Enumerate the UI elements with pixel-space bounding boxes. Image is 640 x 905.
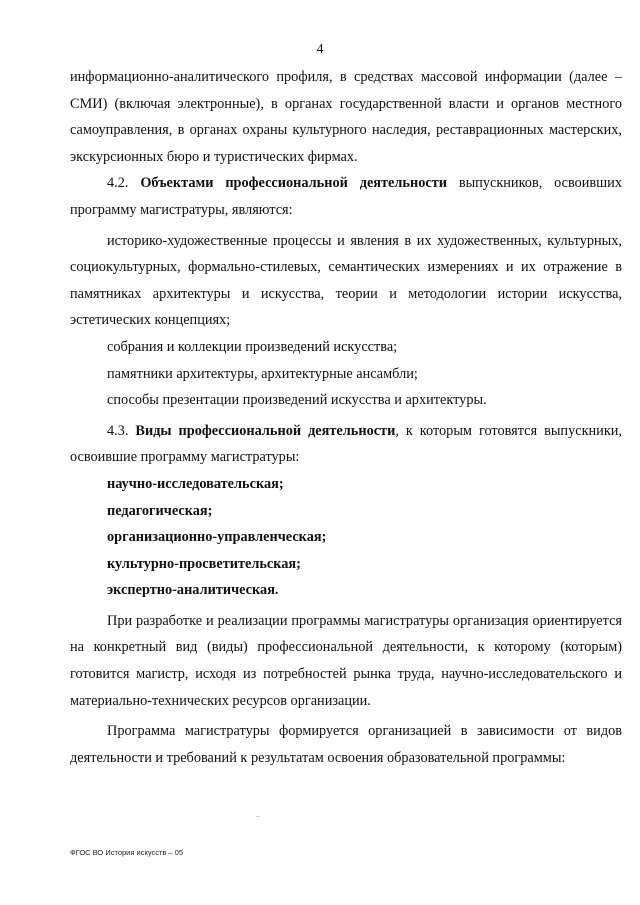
- section-heading-bold: Объектами профессиональной деятельности: [140, 175, 447, 192]
- activity-type: педагогическая;: [107, 502, 213, 519]
- activity-type: организационно-управленческая;: [107, 529, 327, 546]
- activity-type: научно-исследовательская;: [107, 475, 284, 492]
- section-number: 4.3.: [107, 422, 129, 439]
- object-item: памятники архитектуры, архитектурные ансамбли;: [107, 365, 418, 382]
- scan-mark: ..: [256, 810, 260, 819]
- section-number: 4.2.: [107, 175, 129, 192]
- paragraph-continuation: информационно-аналитического профиля, в средствах массовой информации (далее – СМИ) (включая электронные), в органах государственной власти и органов местного самоуправления, в органах охраны культурного наследия, реставрационных мастерских, экскурсионных бюро и туристических фирмах.: [70, 69, 622, 165]
- section-4-2: [70, 170, 622, 223]
- paragraph-development: При разработке и реализации программы магистратуры организация ориентируется на конкретный вид (виды) профессиональной деятельности, к которому (которым) готовится магистр, исходя из потребностей рынка труда, научно-исследовательского и материально-технических ресурсов организации.: [70, 612, 622, 709]
- activity-type: экспертно-аналитическая.: [107, 582, 279, 599]
- object-item: способы презентации произведений искусства и архитектуры.: [107, 392, 487, 409]
- object-item: собрания и коллекции произведений искусства;: [107, 338, 398, 355]
- page-number: 4: [316, 42, 324, 57]
- footer-label: ФГОС ВО История искусств – 05: [70, 848, 184, 857]
- document-body: [70, 64, 622, 771]
- section-text: выпускников, освоивших программу магистратуры, являются:: [70, 175, 622, 218]
- section-heading-bold: Виды профессиональной деятельности: [135, 422, 396, 439]
- paragraph-formation: Программа магистратуры формируется организацией в зависимости от видов деятельности и требований к результатам освоения образовательной программы:: [70, 723, 622, 766]
- object-item: историко-художественные процессы и явления в их художественных, культурных, социокультурных, формально-стилевых, семантических измерениях и их отражение в памятниках архитектуры и искусства, теории и методологии истории искусства, эстетических концепциях;: [70, 232, 622, 329]
- section-4-3: [70, 418, 622, 471]
- activity-type: культурно-просветительская;: [107, 555, 301, 572]
- section-text: , к которым готовятся выпускники, освоившие программу магистратуры:: [70, 422, 622, 466]
